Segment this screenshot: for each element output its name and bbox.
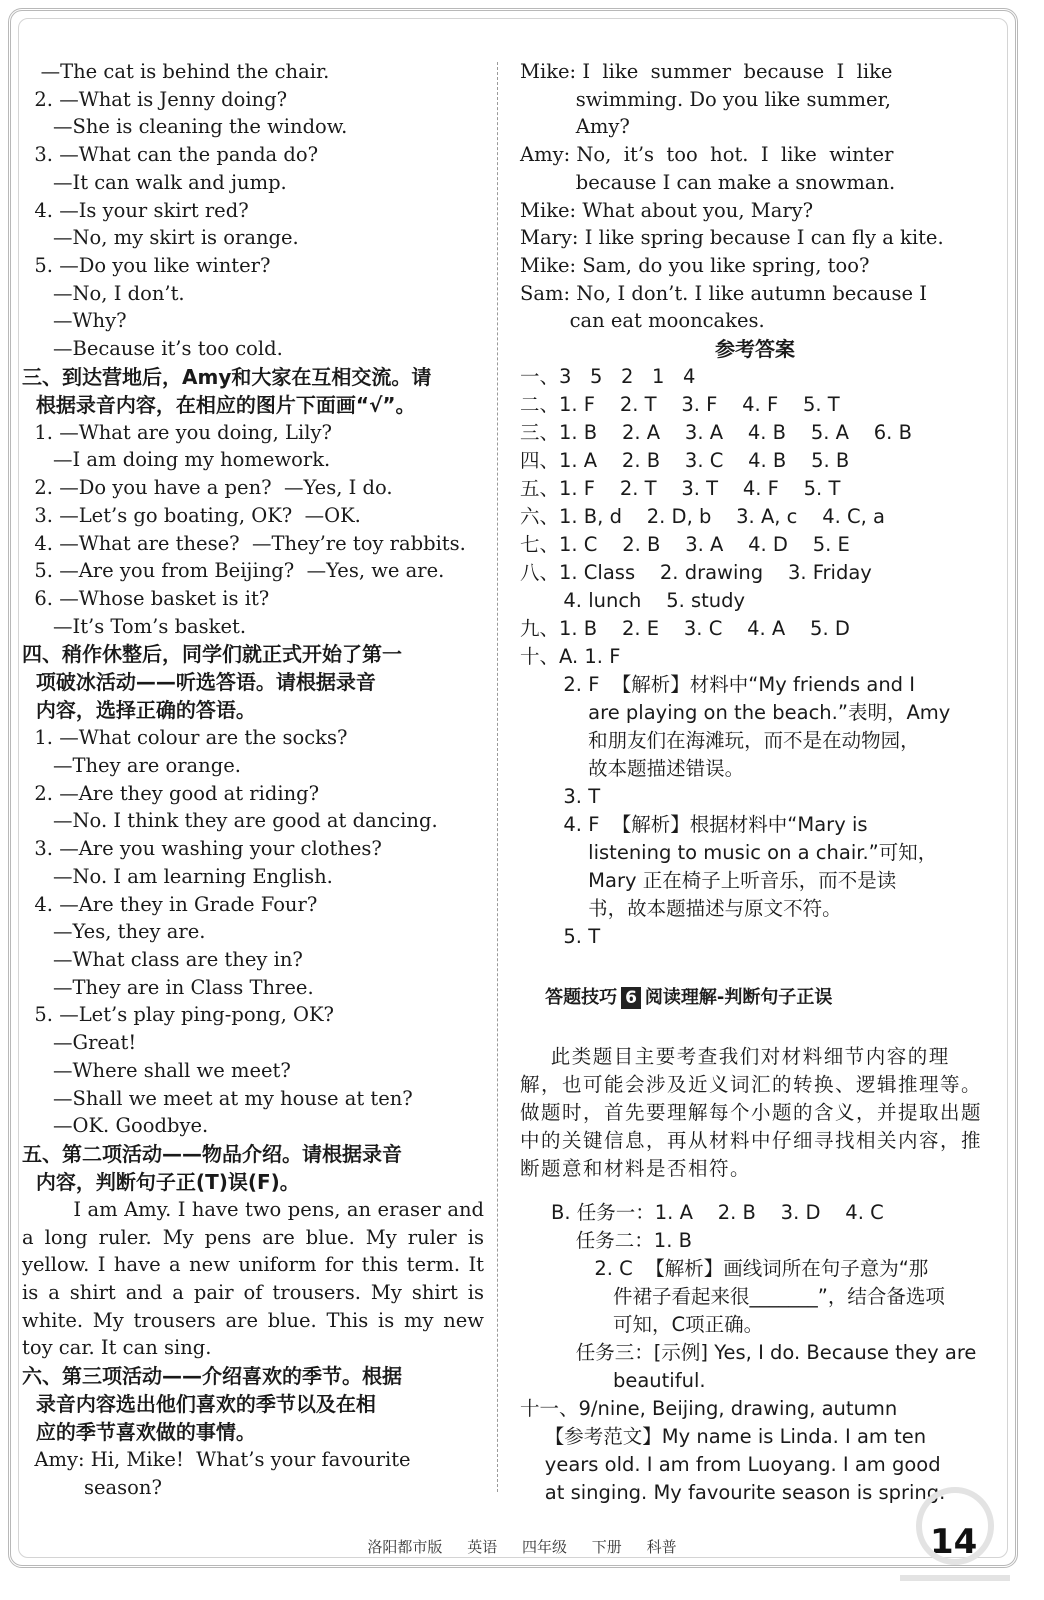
heading-line: 内容，判断句子正(T)误(F)。 <box>22 1169 300 1194</box>
transcript-line: 5. —Are you from Beijing? —Yes, we are. <box>22 559 445 583</box>
transcript-line: —Where shall we meet? <box>22 1058 291 1082</box>
explanation-line: 3. T <box>520 785 601 809</box>
answer-line: 八、1. Class 2. drawing 3. Friday <box>520 561 872 585</box>
dialog-line: because I can make a snowman. <box>520 170 896 194</box>
transcript-line: 1. —What are you doing, Lily? <box>22 420 332 444</box>
tip-heading <box>520 953 990 1043</box>
tip-title: 阅读理解-判断句子正误 <box>644 987 833 1009</box>
footer-edition: 洛阳都市版 <box>367 1538 443 1556</box>
heading-line: 录音内容选出他们喜欢的季节以及在相 <box>22 1392 376 1417</box>
answer-line: 任务三：[示例] Yes, I do. Because they are <box>520 1341 977 1365</box>
answer-line: 九、1. B 2. E 3. C 4. A 5. D <box>520 617 850 641</box>
section3-transcript <box>22 419 484 641</box>
answer-line: 二、1. F 2. T 3. F 4. F 5. T <box>520 393 840 417</box>
transcript-line: 6. —Whose basket is it? <box>22 586 270 610</box>
answer-line: 十一、9/nine, Beijing, drawing, autumn <box>520 1397 898 1421</box>
column-divider <box>497 62 498 1492</box>
answer-line: 【参考范文】My name is Linda. I am ten <box>520 1425 927 1449</box>
transcript-line: —It’s Tom’s basket. <box>22 614 247 638</box>
heading-line: 内容，选择正确的答语。 <box>22 698 256 723</box>
dialog-line: Sam: No, I don’t. I like autumn because I <box>520 281 927 305</box>
transcript-line: 3. —What can the panda do? <box>22 143 319 167</box>
dialog-line: can eat mooncakes. <box>520 309 765 333</box>
transcript-line: 4. —What are these? —They’re toy rabbits. <box>22 531 466 555</box>
transcript-line: —The cat is behind the chair. <box>22 60 330 83</box>
footer-subject: 英语 <box>467 1538 498 1556</box>
dialog-line: Mike: What about you, Mary? <box>520 198 814 222</box>
heading-line: 五、第二项活动——物品介绍。请根据录音 <box>22 1141 402 1166</box>
explanation-line: 故本题描述错误。 <box>520 757 745 781</box>
transcript-line: —It can walk and jump. <box>22 170 287 194</box>
footer-grade: 四年级 <box>521 1538 567 1556</box>
answer-line: 可知，C项正确。 <box>520 1313 764 1337</box>
tip-label: 答题技巧 <box>545 987 618 1009</box>
dialog-line: Mike: I like summer because I like <box>520 60 893 83</box>
transcript-line: —No, I don’t. <box>22 281 185 305</box>
transcript-line: 3. —Are you washing your clothes? <box>22 837 382 861</box>
dialog-line: swimming. Do you like summer, <box>520 87 891 111</box>
section3-heading <box>22 363 484 419</box>
section5-heading <box>22 1140 484 1196</box>
dialog-line: Amy? <box>520 115 630 139</box>
transcript-line: —They are in Class Three. <box>22 975 314 999</box>
transcript-line: 4. —Is your skirt red? <box>22 198 249 222</box>
tip-number: 6 <box>621 987 641 1009</box>
season-dialog <box>520 58 990 335</box>
page-number: 14 <box>930 1522 978 1562</box>
transcript-line: —Why? <box>22 309 127 333</box>
explanation-line: Mary 正在椅子上听音乐，而不是读 <box>520 869 897 893</box>
dialog-line: Mike: Sam, do you like spring, too? <box>520 253 870 277</box>
explanation-line: 4. F 【解析】根据材料中“Mary is <box>520 813 868 837</box>
explanation-line: 5. T <box>520 925 601 949</box>
section6-transcript <box>22 1446 484 1501</box>
answer-key <box>520 363 990 671</box>
transcript-line: Amy: Hi, Mike! What’s your favourite <box>22 1448 411 1472</box>
transcript-line: 1. —What colour are the socks? <box>22 726 348 750</box>
answer-line: at singing. My favourite season is spring. <box>520 1481 946 1505</box>
footer-volume: 下册 <box>591 1538 622 1556</box>
transcript-line: —Yes, they are. <box>22 920 206 944</box>
transcript-line: —No. I think they are good at dancing. <box>22 809 438 833</box>
transcript-line: 5. —Do you like winter? <box>22 253 271 277</box>
explanation-line: 和朋友们在海滩玩，而不是在动物园， <box>520 729 920 753</box>
left-column <box>22 58 491 1502</box>
heading-line: 六、第三项活动——介绍喜欢的季节。根据 <box>22 1364 402 1389</box>
transcript-line: 2. —Do you have a pen? —Yes, I do. <box>22 476 393 500</box>
listening-transcript-part2 <box>22 58 484 363</box>
answer-line: 五、1. F 2. T 3. T 4. F 5. T <box>520 477 841 501</box>
transcript-line: —She is cleaning the window. <box>22 115 348 139</box>
answer-line: 任务二：1. B <box>520 1229 692 1253</box>
transcript-line: 2. —What is Jenny doing? <box>22 87 288 111</box>
answer-line: beautiful. <box>520 1369 706 1393</box>
transcript-line: 5. —Let’s play ping-pong, OK? <box>22 1003 335 1027</box>
transcript-line: season? <box>22 1475 162 1499</box>
transcript-line: —OK. Goodbye. <box>22 1114 209 1138</box>
explanation-line: 书，故本题描述与原文不符。 <box>520 897 842 921</box>
answer-line: 件裙子看起来很_______”，结合备选项 <box>520 1285 945 1309</box>
answer-line: 4. lunch 5. study <box>520 589 746 613</box>
explanation-line: 2. F 【解析】材料中“My friends and I <box>520 673 915 697</box>
transcript-line: —No, my skirt is orange. <box>22 226 299 250</box>
heading-line: 项破冰活动——听选答语。请根据录音 <box>22 670 376 695</box>
answer-explanations <box>520 671 990 951</box>
transcript-line: —Great! <box>22 1031 137 1055</box>
section6-heading <box>22 1362 484 1446</box>
transcript-line: —What class are they in? <box>22 947 303 971</box>
answer-line: years old. I am from Luoyang. I am good <box>520 1453 941 1477</box>
answer-line: 三、1. B 2. A 3. A 4. B 5. A 6. B <box>520 421 912 445</box>
explanation-line: are playing on the beach.”表明，Amy <box>520 701 951 725</box>
section4-transcript <box>22 724 484 1140</box>
right-column <box>520 58 990 1507</box>
transcript-line: —I am doing my homework. <box>22 448 331 472</box>
transcript-line: —No. I am learning English. <box>22 864 333 888</box>
heading-line: 根据录音内容，在相应的图片下面画“√”。 <box>22 392 416 417</box>
answers-title: 参考答案 <box>715 337 795 362</box>
heading-line: 三、到达营地后，Amy和大家在互相交流。请 <box>22 364 432 389</box>
heading-line: 四、稍作休整后，同学们就正式开始了第一 <box>22 642 402 667</box>
section4-heading <box>22 640 484 724</box>
dialog-line: Amy: No, it’s too hot. I like winter <box>520 143 894 167</box>
tip-text: 此类题目主要考查我们对材料细节内容的理解，也可能会涉及近义词汇的转换、逻辑推理等。做题时，首先要理解每个小题的含义，并提取出题中的关键信息，再从材料中仔细寻找相关内容，推断题意和材料是否相符。 <box>520 1045 983 1181</box>
answer-key-part-b <box>520 1199 990 1507</box>
heading-line: 应的季节喜欢做的事情。 <box>22 1420 256 1445</box>
section5-text: I am Amy. I have two pens, an eraser and a long ruler. My pens are blue. My ruler is yellow. I have a new uniform for this term. It is a shirt and a pair of trousers. My shirt is white. My trousers are blue. This is my new toy car. It can sing. <box>22 1197 491 1360</box>
transcript-line: —They are orange. <box>22 754 241 778</box>
explanation-line: listening to music on a chair.”可知， <box>520 841 938 865</box>
answer-line: 2. C 【解析】画线词所在句子意为“那 <box>520 1257 929 1281</box>
answer-line: B. 任务一：1. A 2. B 3. D 4. C <box>520 1201 884 1225</box>
transcript-line: —Shall we meet at my house at ten? <box>22 1086 413 1110</box>
answer-line: 一、3 5 2 1 4 <box>520 365 696 389</box>
dialog-line: Mary: I like spring because I can fly a kite. <box>520 226 944 250</box>
transcript-line: —Because it’s too cold. <box>22 337 283 361</box>
answer-line: 十、A. 1. F <box>520 645 621 669</box>
footer-publisher: 科普 <box>646 1538 677 1556</box>
answer-line: 四、1. A 2. B 3. C 4. B 5. B <box>520 449 850 473</box>
answer-line: 六、1. B, d 2. D, b 3. A, c 4. C, a <box>520 505 885 529</box>
answer-line: 七、1. C 2. B 3. A 4. D 5. E <box>520 533 850 557</box>
transcript-line: 4. —Are they in Grade Four? <box>22 892 318 916</box>
watermark-logo <box>880 1478 1030 1588</box>
transcript-line: 3. —Let’s go boating, OK? —OK. <box>22 503 361 527</box>
transcript-line: 2. —Are they good at riding? <box>22 781 320 805</box>
